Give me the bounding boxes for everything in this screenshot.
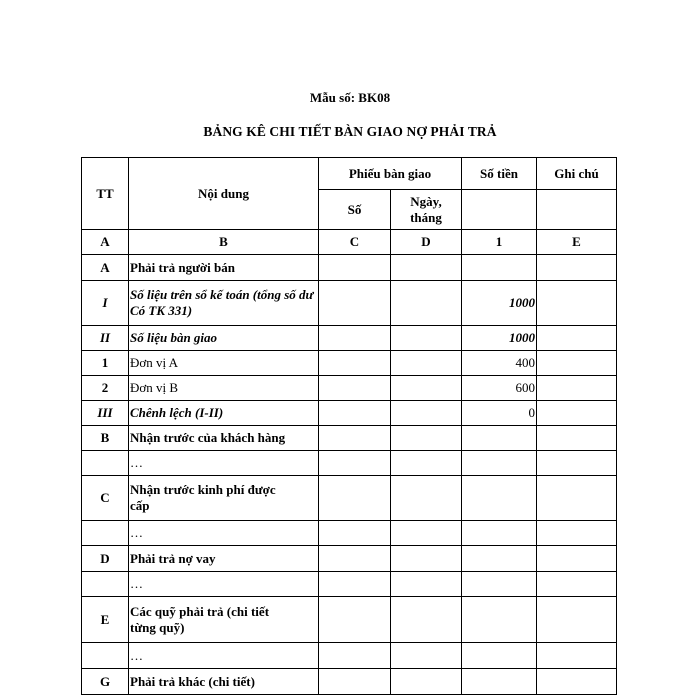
header-tt: TT [82, 158, 129, 230]
row-content: Đơn vị A [129, 351, 319, 376]
table-row [82, 521, 617, 546]
row-note [537, 521, 617, 546]
col-letter-1: 1 [462, 230, 537, 255]
row-number [319, 521, 391, 546]
table-row [82, 401, 617, 426]
header-number: Số [319, 190, 391, 230]
row-date [391, 476, 462, 521]
row-note [537, 643, 617, 669]
row-content: Đơn vị B [129, 376, 319, 401]
col-letter-a: A [82, 230, 129, 255]
row-number [319, 643, 391, 669]
row-date [391, 281, 462, 326]
row-number [319, 281, 391, 326]
row-amount: 400 [462, 351, 537, 376]
row-number [319, 597, 391, 643]
row-note [537, 546, 617, 572]
row-tt: E [82, 597, 129, 643]
row-number [319, 376, 391, 401]
row-date [391, 669, 462, 695]
table-row [82, 351, 617, 376]
row-date [391, 521, 462, 546]
row-note [537, 401, 617, 426]
row-date [391, 255, 462, 281]
header-date: Ngày, tháng [391, 190, 462, 230]
table-row [82, 281, 617, 326]
header-amount-blank [462, 190, 537, 230]
row-tt: D [82, 546, 129, 572]
row-note [537, 376, 617, 401]
row-content: Nhận trước của khách hàng [129, 426, 319, 451]
table-row [82, 546, 617, 572]
row-date [391, 597, 462, 643]
table-row [82, 476, 617, 521]
document-title: BẢNG KÊ CHI TIẾT BÀN GIAO NỢ PHẢI TRẢ [203, 124, 497, 139]
row-note [537, 326, 617, 351]
table-row [82, 255, 617, 281]
row-content: … [129, 643, 319, 669]
header-note: Ghi chú [537, 158, 617, 190]
row-tt [82, 643, 129, 669]
row-number [319, 255, 391, 281]
handover-table [81, 157, 617, 695]
row-note [537, 597, 617, 643]
row-tt [82, 572, 129, 597]
row-content: Chênh lệch (I-II) [129, 401, 319, 426]
table-row [82, 597, 617, 643]
row-tt: A [82, 255, 129, 281]
row-note [537, 476, 617, 521]
row-amount: 0 [462, 401, 537, 426]
row-content: Phải trả nợ vay [129, 546, 319, 572]
row-number [319, 546, 391, 572]
header-amount: Số tiền [462, 158, 537, 190]
row-amount [462, 426, 537, 451]
row-tt: II [82, 326, 129, 351]
row-amount [462, 643, 537, 669]
row-note [537, 572, 617, 597]
row-content: Phải trả người bán [129, 255, 319, 281]
row-amount [462, 521, 537, 546]
form-code: Mẫu số: BK08 [309, 90, 391, 105]
row-note [537, 451, 617, 476]
col-letter-d: D [391, 230, 462, 255]
col-letter-e: E [537, 230, 617, 255]
row-tt: III [82, 401, 129, 426]
row-note [537, 669, 617, 695]
row-note [537, 281, 617, 326]
header-note-blank [537, 190, 617, 230]
row-date [391, 546, 462, 572]
row-date [391, 351, 462, 376]
row-number [319, 572, 391, 597]
row-number [319, 669, 391, 695]
row-amount: 1000 [462, 326, 537, 351]
row-tt: 2 [82, 376, 129, 401]
row-amount: 600 [462, 376, 537, 401]
row-content: … [129, 572, 319, 597]
table-row [82, 572, 617, 597]
row-number [319, 426, 391, 451]
row-number [319, 401, 391, 426]
table-row [82, 451, 617, 476]
row-number [319, 476, 391, 521]
row-note [537, 255, 617, 281]
row-amount [462, 597, 537, 643]
row-content: … [129, 451, 319, 476]
row-tt: G [82, 669, 129, 695]
row-amount [462, 255, 537, 281]
row-note [537, 426, 617, 451]
row-date [391, 426, 462, 451]
row-date [391, 572, 462, 597]
row-tt [82, 521, 129, 546]
row-tt: C [82, 476, 129, 521]
row-amount [462, 476, 537, 521]
row-content: Nhận trước kinh phí được cấp [129, 476, 319, 521]
row-amount: 1000 [462, 281, 537, 326]
row-note [537, 351, 617, 376]
row-number [319, 326, 391, 351]
row-tt: 1 [82, 351, 129, 376]
row-content: Các quỹ phải trả (chi tiết từng quỹ) [129, 597, 319, 643]
table-row [82, 669, 617, 695]
row-content: Phải trả khác (chi tiết) [129, 669, 319, 695]
row-date [391, 401, 462, 426]
row-tt: I [82, 281, 129, 326]
table-row [82, 643, 617, 669]
header-content: Nội dung [129, 158, 319, 230]
table-row [82, 376, 617, 401]
row-tt: B [82, 426, 129, 451]
row-tt [82, 451, 129, 476]
row-number [319, 351, 391, 376]
row-date [391, 326, 462, 351]
row-content: … [129, 521, 319, 546]
row-date [391, 376, 462, 401]
row-date [391, 643, 462, 669]
table-row [82, 426, 617, 451]
col-letter-c: C [319, 230, 391, 255]
row-amount [462, 572, 537, 597]
col-letter-b: B [129, 230, 319, 255]
row-amount [462, 451, 537, 476]
row-content: Số liệu bàn giao [129, 326, 319, 351]
header-handover-slip: Phiếu bàn giao [319, 158, 462, 190]
row-amount [462, 669, 537, 695]
row-number [319, 451, 391, 476]
row-content: Số liệu trên sổ kế toán (tổng số dư Có TK 331) [129, 281, 319, 326]
table-row [82, 326, 617, 351]
row-date [391, 451, 462, 476]
row-amount [462, 546, 537, 572]
